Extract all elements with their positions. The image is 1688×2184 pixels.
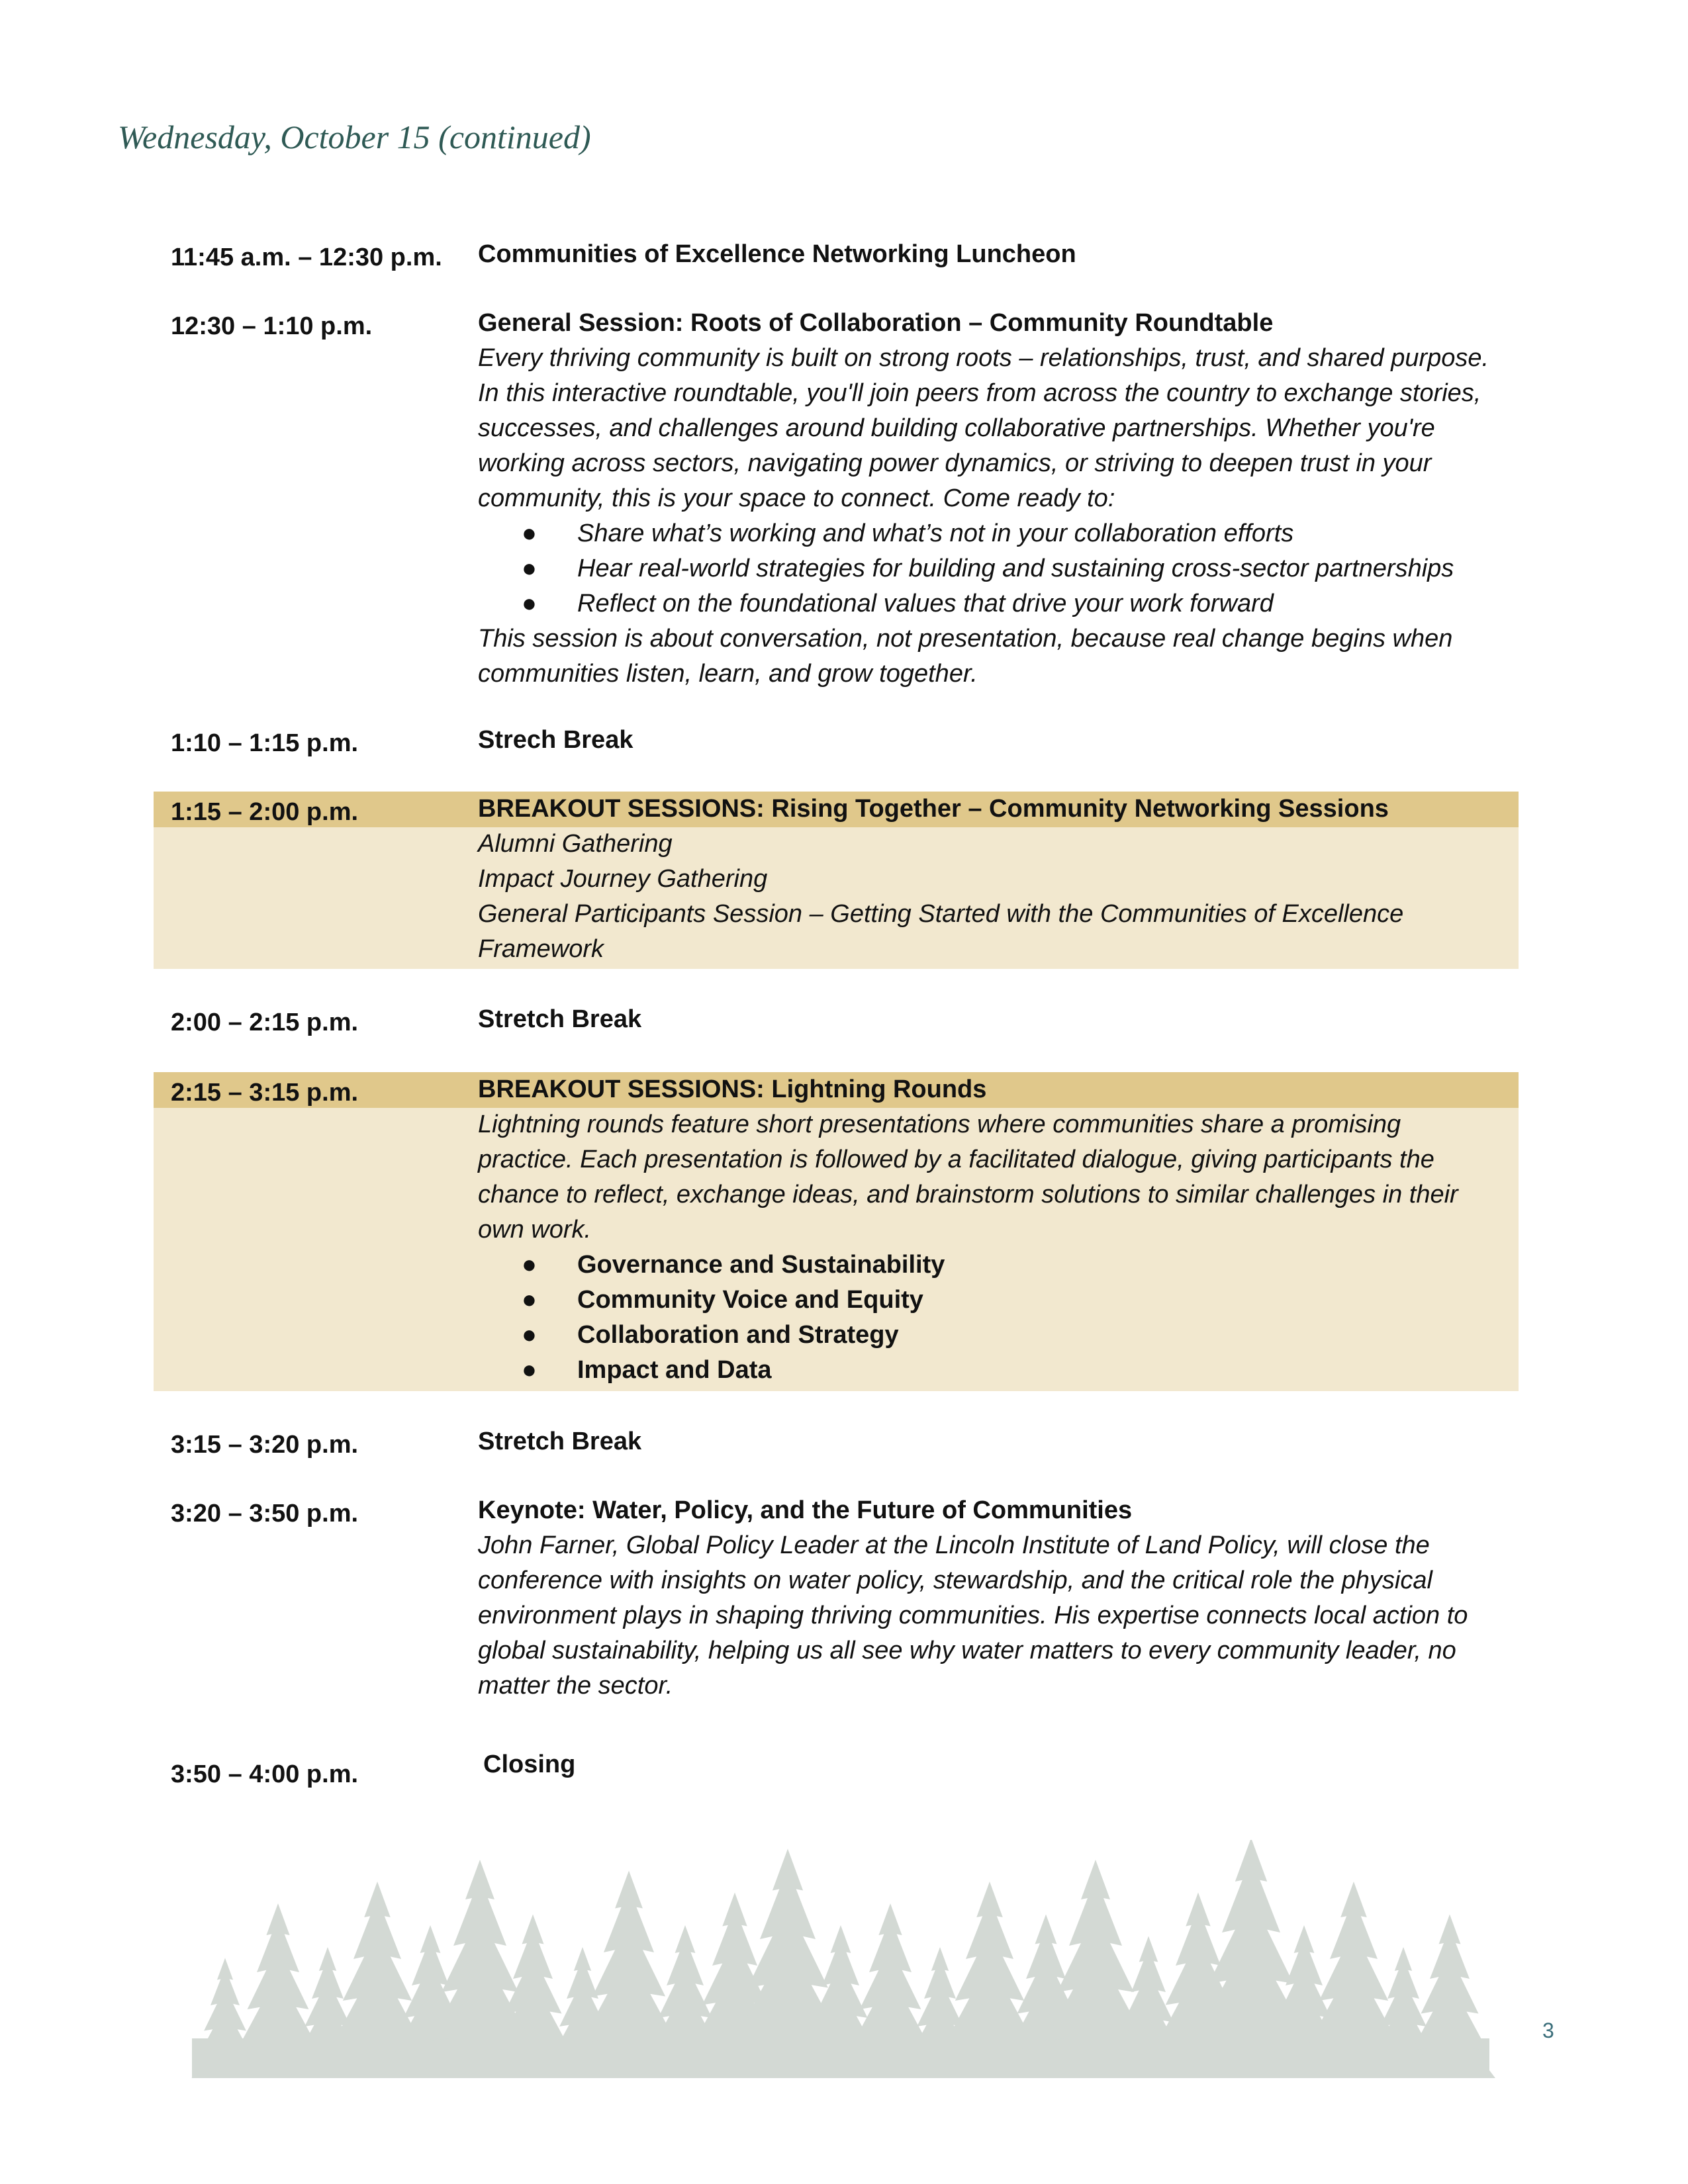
description-line: chance to reflect, exchange ideas, and brainstorm solutions to similar challenges in their xyxy=(478,1181,1458,1208)
bullet-item: ● Share what’s working and what’s not in your collaboration efforts xyxy=(478,516,1511,551)
breakout-item: Alumni Gathering xyxy=(478,830,673,858)
agenda-row-luncheon xyxy=(154,237,1519,277)
agenda-row-roundtable xyxy=(154,306,1519,690)
session-time: 3:15 – 3:20 p.m. xyxy=(171,1431,359,1459)
bullet-dot-icon: ● xyxy=(522,590,537,617)
bullet-dot-icon: ● xyxy=(522,1286,537,1314)
description-line: global sustainability, helping us all see why water matters to every community leader, no xyxy=(478,1637,1456,1664)
bullet-item: ● Collaboration and Strategy xyxy=(478,1318,1511,1353)
session-title: BREAKOUT SESSIONS: Lightning Rounds xyxy=(478,1075,987,1103)
session-time: 3:20 – 3:50 p.m. xyxy=(171,1500,359,1527)
description-line: conference with insights on water policy, stewardship, and the critical role the physical xyxy=(478,1567,1432,1594)
description-line: John Farner, Global Policy Leader at the Lincoln Institute of Land Policy, will close the xyxy=(478,1531,1430,1559)
page-heading: Wednesday, October 15 (continued) xyxy=(118,118,591,156)
breakout-item: Impact Journey Gathering xyxy=(478,865,768,893)
description-line: This session is about conversation, not presentation, because real change begins when xyxy=(478,625,1453,653)
session-title: BREAKOUT SESSIONS: Rising Together – Community Networking Sessions xyxy=(478,795,1389,823)
bullet-dot-icon: ● xyxy=(522,1321,537,1349)
agenda-row-lightning-rounds xyxy=(154,1072,1519,1391)
session-description xyxy=(478,341,1511,516)
session-title: Closing xyxy=(483,1751,576,1778)
bullet-dot-icon: ● xyxy=(522,1251,537,1279)
description-line: Lightning rounds feature short presentations where communities share a promising xyxy=(478,1111,1401,1138)
description-line: successes, and challenges around building collaborative partnerships. Whether you're xyxy=(478,414,1435,442)
forest-illustration xyxy=(185,1840,1509,2078)
session-title: Keynote: Water, Policy, and the Future of Communities xyxy=(478,1496,1133,1524)
session-description xyxy=(478,1107,1511,1248)
session-time: 1:10 – 1:15 p.m. xyxy=(171,729,359,757)
agenda-row-break xyxy=(154,723,1519,762)
bullet-list xyxy=(478,516,1511,621)
description-line: working across sectors, navigating power dynamics, or striving to deepen trust in your xyxy=(478,449,1432,477)
description-line: Every thriving community is built on strong roots – relationships, trust, and shared purpose. xyxy=(478,344,1489,372)
session-closing xyxy=(478,621,1511,692)
session-title: Stretch Break xyxy=(478,1428,642,1455)
description-line: matter the sector. xyxy=(478,1672,673,1700)
bullet-item: ● Governance and Sustainability xyxy=(478,1248,1511,1283)
bullet-item: ● Hear real-world strategies for building and sustaining cross-sector partnerships xyxy=(478,551,1511,586)
description-line: practice. Each presentation is followed by a facilitated dialogue, giving participants the xyxy=(478,1146,1434,1173)
session-title: Stretch Break xyxy=(478,1005,642,1033)
session-time: 2:00 – 2:15 p.m. xyxy=(171,1009,359,1036)
session-title: General Session: Roots of Collaboration – Community Roundtable xyxy=(478,309,1274,337)
bullet-item: ● Impact and Data xyxy=(478,1353,1511,1388)
agenda-row-networking-breakouts xyxy=(154,792,1519,969)
description-line: In this interactive roundtable, you'll join peers from across the country to exchange stories, xyxy=(478,379,1481,407)
bullet-item: ● Reflect on the foundational values that drive your work forward xyxy=(478,586,1511,621)
breakout-item: General Participants Session – Getting Started with the Communities of Excellence xyxy=(478,900,1404,928)
agenda-row-keynote xyxy=(154,1493,1519,1711)
description-line: environment plays in shaping thriving communities. His expertise connects local action to xyxy=(478,1602,1468,1629)
breakout-item: Framework xyxy=(478,935,604,963)
bullet-dot-icon: ● xyxy=(522,555,537,582)
description-line: community, this is your space to connect. Come ready to: xyxy=(478,484,1115,512)
description-line: communities listen, learn, and grow together. xyxy=(478,660,978,688)
session-time: 12:30 – 1:10 p.m. xyxy=(171,312,373,340)
session-time: 2:15 – 3:15 p.m. xyxy=(171,1079,359,1107)
bullet-dot-icon: ● xyxy=(522,1356,537,1384)
session-time: 1:15 – 2:00 p.m. xyxy=(171,798,359,826)
agenda-row-break xyxy=(154,1424,1519,1464)
bullet-list xyxy=(478,1248,1511,1388)
agenda-row-closing xyxy=(154,1747,1519,1787)
session-time: 3:50 – 4:00 p.m. xyxy=(171,1760,359,1788)
bullet-item: ● Community Voice and Equity xyxy=(478,1283,1511,1318)
session-description xyxy=(478,1528,1511,1704)
page-number: 3 xyxy=(1542,2019,1554,2042)
bullet-dot-icon: ● xyxy=(522,520,537,547)
session-time: 11:45 a.m. – 12:30 p.m. xyxy=(171,244,442,271)
description-line: own work. xyxy=(478,1216,592,1244)
session-title: Communities of Excellence Networking Luncheon xyxy=(478,240,1076,268)
session-title: Strech Break xyxy=(478,726,633,754)
agenda-row-break xyxy=(154,1002,1519,1042)
